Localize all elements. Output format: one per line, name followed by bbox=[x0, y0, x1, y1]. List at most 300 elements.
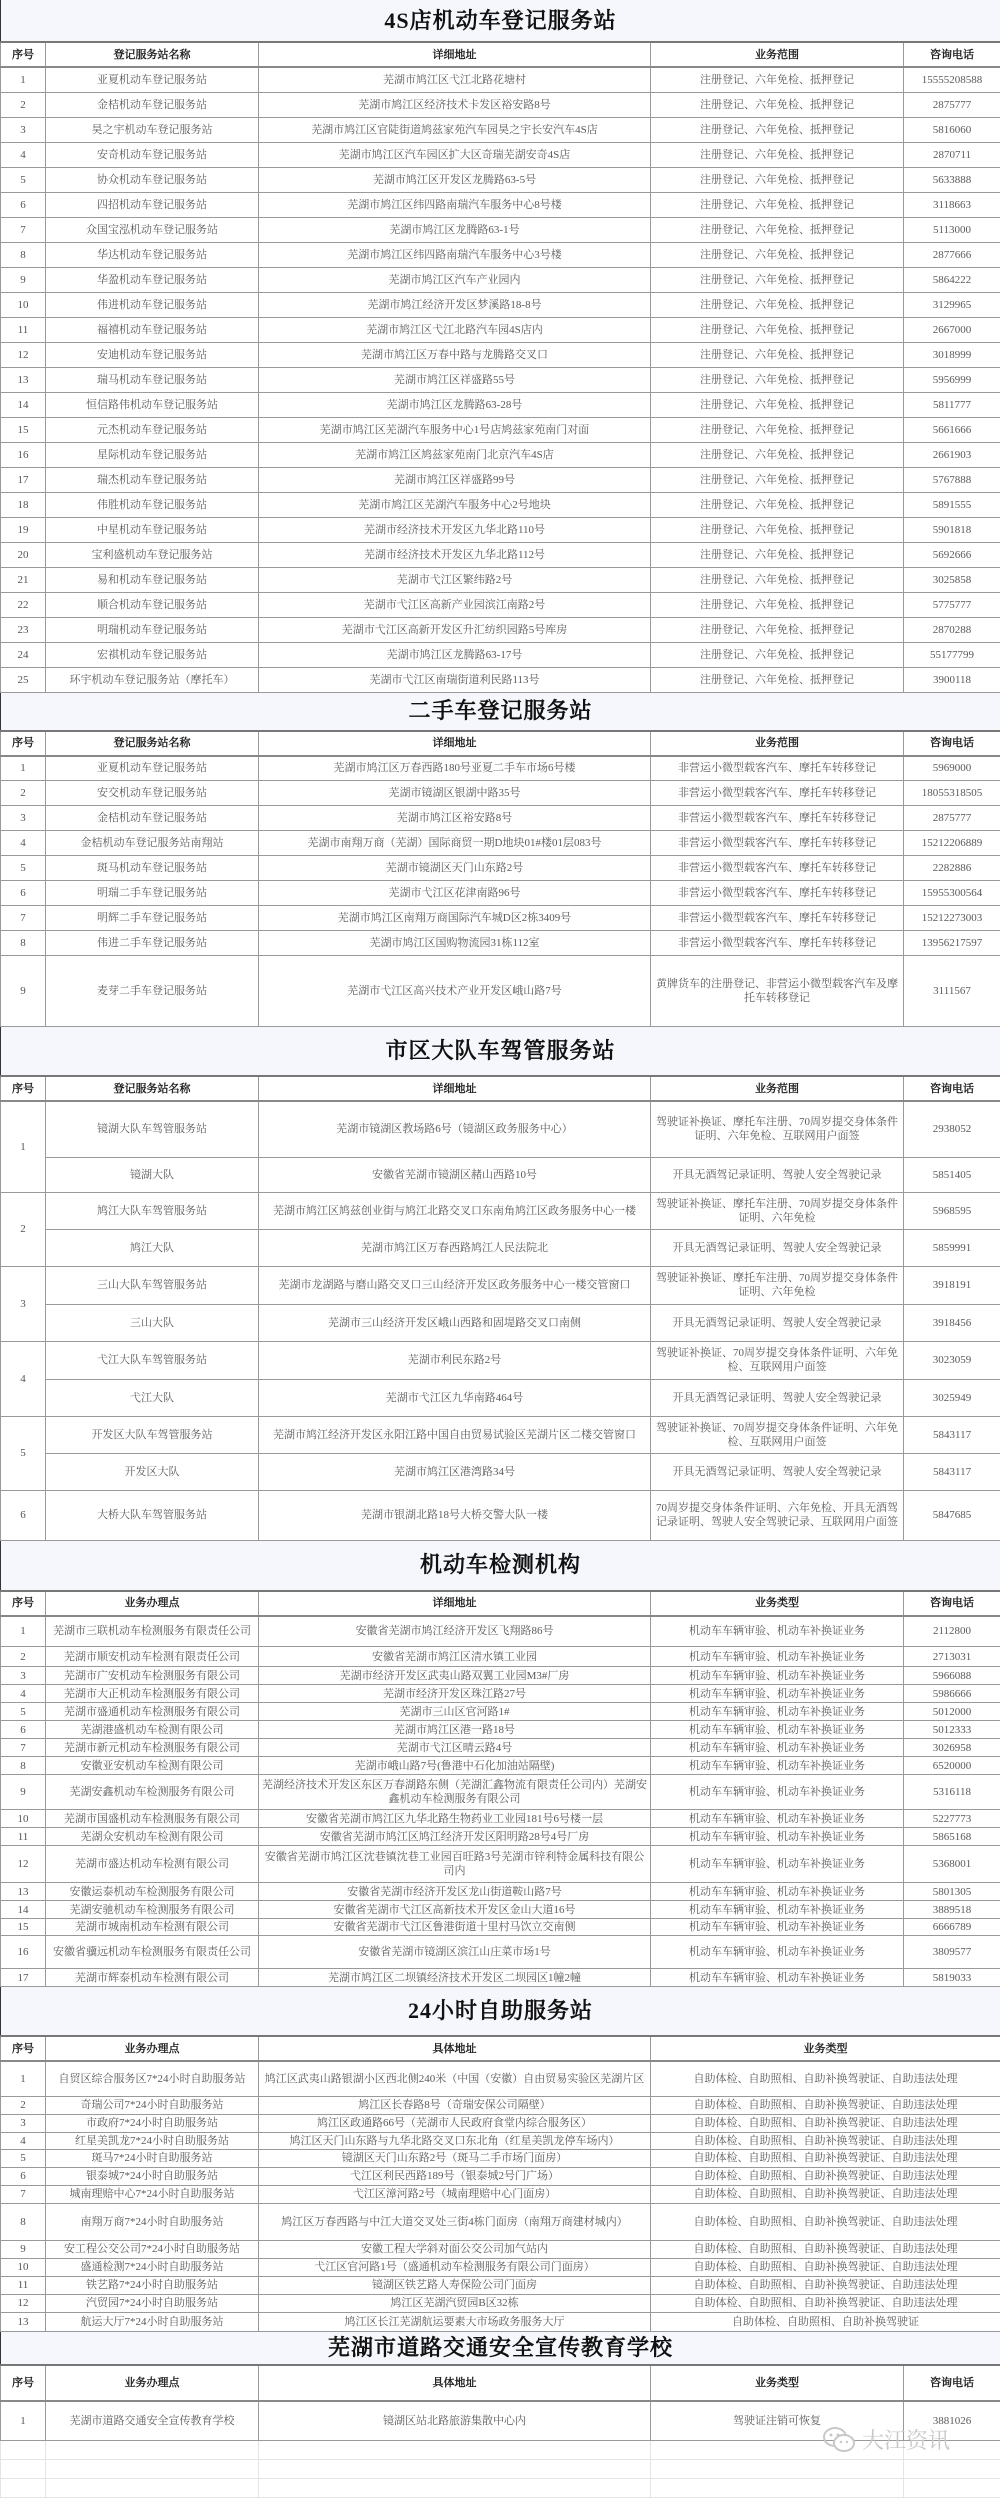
address: 芜湖市鸠江区祥盛路55号 bbox=[259, 367, 651, 392]
row-number: 1 bbox=[1, 756, 46, 781]
station-name: 芜湖市城南机动车检测有限公司 bbox=[46, 1919, 259, 1936]
station-name: 众国宝泓机动车登记服务站 bbox=[46, 217, 259, 242]
station-name: 金桔机动车登记服务站 bbox=[46, 92, 259, 117]
address: 芜湖市鸠江区国购物流园31栋112室 bbox=[259, 931, 651, 956]
table-row bbox=[1, 317, 1000, 342]
service-scope: 注册登记、六年免检、抵押登记 bbox=[651, 292, 904, 317]
address: 芜湖市鸠江区港一路18号 bbox=[259, 1721, 651, 1739]
address: 芜湖市弋江区花津南路96号 bbox=[259, 881, 651, 906]
phone: 15555208588 bbox=[904, 67, 1000, 92]
table-row bbox=[1, 67, 1000, 92]
station-name: 斑马7*24小时自助服务站 bbox=[46, 2149, 259, 2167]
station-name: 南翔万商7*24小时自助服务站 bbox=[46, 2203, 259, 2240]
station-name: 芜湖市盛达机动车检测有限公司 bbox=[46, 1846, 259, 1883]
station-name: 华达机动车登记服务站 bbox=[46, 242, 259, 267]
empty-cell bbox=[904, 2479, 1000, 2498]
station-name: 明辉二手车登记服务站 bbox=[46, 906, 259, 931]
service-scope: 注册登记、六年免检、抵押登记 bbox=[651, 242, 904, 267]
row-number: 10 bbox=[1, 292, 46, 317]
service-scope: 自助体检、自助照相、自助补换驾驶证、自助违法处理 bbox=[651, 2240, 1000, 2258]
column-header: 序号 bbox=[1, 42, 46, 67]
station-name: 大桥大队车驾管服务站 bbox=[46, 1490, 259, 1540]
column-header: 咨询电话 bbox=[904, 1591, 1000, 1616]
table-row bbox=[1, 1739, 1000, 1757]
row-number: 2 bbox=[1, 1192, 46, 1266]
column-header: 序号 bbox=[1, 1076, 46, 1101]
address: 安徽省芜湖市鸠江经济开发区飞翔路86号 bbox=[259, 1616, 651, 1647]
table-row bbox=[1, 1229, 1000, 1266]
phone: 3111567 bbox=[904, 956, 1000, 1027]
table-row bbox=[1, 617, 1000, 642]
address: 芜湖市鸠江区龙腾路63-17号 bbox=[259, 642, 651, 667]
section-title: 24小时自助服务站 bbox=[1, 1987, 1000, 2036]
address: 芜湖市鸠江区纬四路南瑞汽车服务中心8号楼 bbox=[259, 192, 651, 217]
service-scope: 机动车车辆审验、机动车补换证业务 bbox=[651, 1901, 904, 1919]
station-name: 福禧机动车登记服务站 bbox=[46, 317, 259, 342]
phone: 5891555 bbox=[904, 492, 1000, 517]
station-name: 昊之宇机动车登记服务站 bbox=[46, 117, 259, 142]
section-title: 市区大队车驾管服务站 bbox=[1, 1027, 1000, 1076]
phone: 6666789 bbox=[904, 1919, 1000, 1936]
address: 镜湖区铁艺路人寿保险公司门面房 bbox=[259, 2276, 651, 2294]
station-name: 安工程公交公司7*24小时自助服务站 bbox=[46, 2240, 259, 2258]
station-name: 安奇机动车登记服务站 bbox=[46, 142, 259, 167]
service-scope: 自助体检、自助照相、自助补换驾驶证、自助违法处理 bbox=[651, 2132, 1000, 2149]
row-number: 8 bbox=[1, 931, 46, 956]
phone: 5816060 bbox=[904, 117, 1000, 142]
phone: 6520000 bbox=[904, 1757, 1000, 1775]
row-number: 4 bbox=[1, 831, 46, 856]
station-name: 弋江大队 bbox=[46, 1379, 259, 1416]
station-name: 芜湖安驰机动车检测服务有限公司 bbox=[46, 1901, 259, 1919]
service-scope: 开具无酒驾记录证明、驾驶人安全驾驶记录 bbox=[651, 1453, 904, 1490]
table-row bbox=[1, 2167, 1000, 2185]
service-scope: 机动车车辆审验、机动车补换证业务 bbox=[651, 1721, 904, 1739]
phone: 15955300564 bbox=[904, 881, 1000, 906]
station-name: 镜湖大队 bbox=[46, 1157, 259, 1192]
address: 安徽省芜湖市鸠江区鸠江经济开发区阳明路28号4号厂房 bbox=[259, 1828, 651, 1846]
row-number: 13 bbox=[1, 2312, 46, 2331]
service-scope: 机动车车辆审验、机动车补换证业务 bbox=[651, 1846, 904, 1883]
table-row bbox=[1, 1936, 1000, 1969]
station-name: 金桔机动车登记服务站 bbox=[46, 806, 259, 831]
table-row bbox=[1, 242, 1000, 267]
table-row bbox=[1, 2203, 1000, 2240]
address: 芜湖市镜湖区银湖中路35号 bbox=[259, 781, 651, 806]
service-scope: 机动车车辆审验、机动车补换证业务 bbox=[651, 1775, 904, 1810]
service-scope: 注册登记、六年免检、抵押登记 bbox=[651, 267, 904, 292]
row-number: 5 bbox=[1, 856, 46, 881]
table-row bbox=[1, 1757, 1000, 1775]
station-name: 弋江大队车驾管服务站 bbox=[46, 1341, 259, 1379]
phone: 5633888 bbox=[904, 167, 1000, 192]
address: 安徽省芜湖市镜湖区滨江山庄菜市场1号 bbox=[259, 1936, 651, 1969]
phone: 2112800 bbox=[904, 1616, 1000, 1647]
phone: 3025949 bbox=[904, 1379, 1000, 1416]
row-number: 9 bbox=[1, 1775, 46, 1810]
table-row bbox=[1, 167, 1000, 192]
row-number: 2 bbox=[1, 1647, 46, 1667]
service-scope: 注册登记、六年免检、抵押登记 bbox=[651, 667, 904, 692]
address: 芜湖市鸠江区龙腾路63-28号 bbox=[259, 392, 651, 417]
section-title: 二手车登记服务站 bbox=[1, 693, 1000, 731]
service-scope: 注册登记、六年免检、抵押登记 bbox=[651, 317, 904, 342]
service-scope: 驾驶证补换证、70周岁提交身体条件证明、六年免检、互联网用户面签 bbox=[651, 1341, 904, 1379]
row-number: 9 bbox=[1, 956, 46, 1027]
service-scope: 机动车车辆审验、机动车补换证业务 bbox=[651, 1667, 904, 1685]
station-name: 安徽运泰机动车检测服务有限公司 bbox=[46, 1883, 259, 1901]
phone: 5843117 bbox=[904, 1453, 1000, 1490]
address: 芜湖市鸠江区芜湖汽车服务中心1号店鸠兹家苑南门对面 bbox=[259, 417, 651, 442]
row-number: 3 bbox=[1, 1266, 46, 1341]
phone: 5864222 bbox=[904, 267, 1000, 292]
row-number: 15 bbox=[1, 417, 46, 442]
address: 鸠江区芜湖汽贸园B区32栋 bbox=[259, 2294, 651, 2312]
service-scope: 注册登记、六年免检、抵押登记 bbox=[651, 92, 904, 117]
column-header: 详细地址 bbox=[259, 1591, 651, 1616]
address: 芜湖市三山区官河路1# bbox=[259, 1703, 651, 1721]
table-row bbox=[1, 2096, 1000, 2114]
row-number: 12 bbox=[1, 1846, 46, 1883]
table-row bbox=[1, 856, 1000, 881]
phone: 5865168 bbox=[904, 1828, 1000, 1846]
station-name: 安迪机动车登记服务站 bbox=[46, 342, 259, 367]
service-scope: 自助体检、自助照相、自助补换驾驶证、自助违法处理 bbox=[651, 2061, 1000, 2096]
station-name: 鸠江大队 bbox=[46, 1229, 259, 1266]
address: 芜湖市镜湖区天门山东路2号 bbox=[259, 856, 651, 881]
service-scope: 自助体检、自助照相、自助补换驾驶证、自助违法处理 bbox=[651, 2149, 1000, 2167]
phone: 15212273003 bbox=[904, 906, 1000, 931]
row-number: 4 bbox=[1, 1341, 46, 1416]
row-number: 16 bbox=[1, 1936, 46, 1969]
empty-cell bbox=[46, 2479, 259, 2498]
table-row bbox=[1, 92, 1000, 117]
station-name: 元杰机动车登记服务站 bbox=[46, 417, 259, 442]
station-name: 芜湖港盛机动车检测有限公司 bbox=[46, 1721, 259, 1739]
table-row bbox=[1, 2132, 1000, 2149]
table-row bbox=[1, 1616, 1000, 1647]
row-number: 11 bbox=[1, 2276, 46, 2294]
row-number: 21 bbox=[1, 567, 46, 592]
table-row bbox=[1, 592, 1000, 617]
column-header: 详细地址 bbox=[259, 731, 651, 756]
empty-cell bbox=[259, 2460, 651, 2479]
address: 芜湖市鸠江区芜湖汽车服务中心2号地块 bbox=[259, 492, 651, 517]
phone: 5843117 bbox=[904, 1416, 1000, 1453]
service-scope: 注册登记、六年免检、抵押登记 bbox=[651, 492, 904, 517]
phone: 2870711 bbox=[904, 142, 1000, 167]
address: 弋江区漳河路2号（城南理赔中心门面房） bbox=[259, 2185, 651, 2203]
row-number: 1 bbox=[1, 2401, 46, 2441]
service-scope: 注册登记、六年免检、抵押登记 bbox=[651, 117, 904, 142]
table-row bbox=[1, 881, 1000, 906]
column-header: 详细地址 bbox=[259, 42, 651, 67]
station-name: 芜湖众安机动车检测有限公司 bbox=[46, 1828, 259, 1846]
table-row bbox=[1, 1490, 1000, 1540]
table-row bbox=[1, 1453, 1000, 1490]
row-number: 6 bbox=[1, 2167, 46, 2185]
service-scope: 开具无酒驾记录证明、驾驶人安全驾驶记录 bbox=[651, 1157, 904, 1192]
phone: 2877666 bbox=[904, 242, 1000, 267]
station-name: 安徽亚安机动车检测有限公司 bbox=[46, 1757, 259, 1775]
table-row bbox=[1, 831, 1000, 856]
station-name: 汽贸园7*24小时自助服务站 bbox=[46, 2294, 259, 2312]
row-number: 1 bbox=[1, 67, 46, 92]
row-number: 6 bbox=[1, 1721, 46, 1739]
address: 芜湖市鸠江区弋江北路花塘村 bbox=[259, 67, 651, 92]
address: 芜湖市镜湖区教场路6号（镜湖区政务服务中心） bbox=[259, 1101, 651, 1157]
table-row bbox=[1, 117, 1000, 142]
column-header: 具体地址 bbox=[259, 2036, 651, 2061]
watermark bbox=[822, 2424, 950, 2455]
column-header: 业务办理点 bbox=[46, 2036, 259, 2061]
district-license-service-table bbox=[0, 1027, 1000, 1541]
table-row bbox=[1, 467, 1000, 492]
address: 安徽省芜湖市弋江区高新技术开发区金山大道16号 bbox=[259, 1901, 651, 1919]
address: 鸠江区政通路66号（芜湖市人民政府食堂内综合服务区） bbox=[259, 2114, 651, 2132]
station-name: 明瑞机动车登记服务站 bbox=[46, 617, 259, 642]
column-header: 业务类型 bbox=[651, 1591, 904, 1616]
station-name: 芜湖市盛通机动车检测服务有限公司 bbox=[46, 1703, 259, 1721]
station-name: 镜湖大队车驾管服务站 bbox=[46, 1101, 259, 1157]
service-scope: 注册登记、六年免检、抵押登记 bbox=[651, 67, 904, 92]
row-number: 17 bbox=[1, 467, 46, 492]
station-name: 芜湖市广安机动车检测服务有限公司 bbox=[46, 1667, 259, 1685]
row-number: 8 bbox=[1, 242, 46, 267]
column-header: 业务范围 bbox=[651, 42, 904, 67]
row-number: 17 bbox=[1, 1969, 46, 1987]
station-name: 安徽省骥远机动车检测服务有限责任公司 bbox=[46, 1936, 259, 1969]
row-number: 18 bbox=[1, 492, 46, 517]
service-scope: 注册登记、六年免检、抵押登记 bbox=[651, 192, 904, 217]
phone: 5968595 bbox=[904, 1192, 1000, 1229]
phone: 5767888 bbox=[904, 467, 1000, 492]
column-header: 序号 bbox=[1, 2036, 46, 2061]
service-scope: 机动车车辆审验、机动车补换证业务 bbox=[651, 1757, 904, 1775]
watermark-text: 大江资讯 bbox=[862, 2424, 950, 2455]
address: 鸠江区万春西路与中江大道交叉处三街4栋门面房（南翔万商建材城内） bbox=[259, 2203, 651, 2240]
table-row bbox=[1, 1379, 1000, 1416]
station-name: 伟进二手车登记服务站 bbox=[46, 931, 259, 956]
column-header: 业务办理点 bbox=[46, 2365, 259, 2401]
station-name: 环宇机动车登记服务站（摩托车） bbox=[46, 667, 259, 692]
phone: 55177799 bbox=[904, 642, 1000, 667]
address: 鸠江区天门山东路与九华北路交叉口东北角（红星美凯龙停车场内） bbox=[259, 2132, 651, 2149]
address: 芜湖市鸠江区二坝镇经济技术开发区二坝园区1幢2幢 bbox=[259, 1969, 651, 1987]
empty-cell bbox=[651, 2479, 904, 2498]
phone: 5801305 bbox=[904, 1883, 1000, 1901]
row-number: 5 bbox=[1, 1416, 46, 1490]
column-header: 业务办理点 bbox=[46, 1591, 259, 1616]
station-name: 明瑞二手车登记服务站 bbox=[46, 881, 259, 906]
empty-cell bbox=[259, 2441, 651, 2460]
table-row bbox=[1, 2061, 1000, 2096]
address: 芜湖市弋江区高兴技术产业开发区峨山路7号 bbox=[259, 956, 651, 1027]
service-scope: 注册登记、六年免检、抵押登记 bbox=[651, 542, 904, 567]
address: 芜湖市弋江区南瑞街道利民路113号 bbox=[259, 667, 651, 692]
service-scope: 自助体检、自助照相、自助补换驾驶证、自助违法处理 bbox=[651, 2185, 1000, 2203]
phone: 18055318505 bbox=[904, 781, 1000, 806]
4s-registration-table bbox=[0, 0, 1000, 693]
table-row bbox=[1, 567, 1000, 592]
column-header: 咨询电话 bbox=[904, 1076, 1000, 1101]
row-number: 7 bbox=[1, 1739, 46, 1757]
self-service-24h-table bbox=[0, 1987, 1000, 2332]
station-name: 斑马机动车登记服务站 bbox=[46, 856, 259, 881]
service-scope: 开具无酒驾记录证明、驾驶人安全驾驶记录 bbox=[651, 1379, 904, 1416]
station-name: 芜湖市大正机动车检测服务有限公司 bbox=[46, 1685, 259, 1703]
station-name: 鸠江大队车驾管服务站 bbox=[46, 1192, 259, 1229]
table-row bbox=[1, 956, 1000, 1027]
service-scope: 驾驶证注销可恢复 bbox=[651, 2401, 904, 2441]
table-row bbox=[1, 417, 1000, 442]
address: 芜湖市鸠江区龙腾路63-1号 bbox=[259, 217, 651, 242]
table-row bbox=[1, 2185, 1000, 2203]
phone: 5692666 bbox=[904, 542, 1000, 567]
row-number: 4 bbox=[1, 2132, 46, 2149]
service-scope: 非营运小微型载客汽车、摩托车转移登记 bbox=[651, 831, 904, 856]
row-number: 1 bbox=[1, 2061, 46, 2096]
phone: 5316118 bbox=[904, 1775, 1000, 1810]
table-row bbox=[1, 267, 1000, 292]
phone: 5966088 bbox=[904, 1667, 1000, 1685]
station-name: 开发区大队 bbox=[46, 1453, 259, 1490]
address: 芜湖市鸠江区弋江北路汽车园4S店内 bbox=[259, 317, 651, 342]
table-row bbox=[1, 1416, 1000, 1453]
phone: 3809577 bbox=[904, 1936, 1000, 1969]
phone: 5012333 bbox=[904, 1721, 1000, 1739]
phone: 5368001 bbox=[904, 1846, 1000, 1883]
row-number: 7 bbox=[1, 2185, 46, 2203]
phone: 3918191 bbox=[904, 1266, 1000, 1304]
phone: 3018999 bbox=[904, 342, 1000, 367]
service-scope: 自助体检、自助照相、自助补换驾驶证 bbox=[651, 2312, 1000, 2331]
phone: 5661666 bbox=[904, 417, 1000, 442]
column-header: 登记服务站名称 bbox=[46, 42, 259, 67]
service-scope: 机动车车辆审验、机动车补换证业务 bbox=[651, 1647, 904, 1667]
table-row bbox=[1, 2114, 1000, 2132]
address: 芜湖市鸠江区祥盛路99号 bbox=[259, 467, 651, 492]
station-name: 易和机动车登记服务站 bbox=[46, 567, 259, 592]
table-row bbox=[1, 1667, 1000, 1685]
station-name: 宝利盛机动车登记服务站 bbox=[46, 542, 259, 567]
service-scope: 机动车车辆审验、机动车补换证业务 bbox=[651, 1828, 904, 1846]
service-scope: 自助体检、自助照相、自助补换驾驶证、自助违法处理 bbox=[651, 2167, 1000, 2185]
service-scope: 机动车车辆审验、机动车补换证业务 bbox=[651, 1703, 904, 1721]
service-scope: 注册登记、六年免检、抵押登记 bbox=[651, 342, 904, 367]
service-scope: 注册登记、六年免检、抵押登记 bbox=[651, 392, 904, 417]
address: 芜湖市鸠江区裕安路8号 bbox=[259, 806, 651, 831]
row-number: 4 bbox=[1, 142, 46, 167]
phone: 5986666 bbox=[904, 1685, 1000, 1703]
address: 鸠江区武夷山路银湖小区西北侧240米（中国（安徽）自由贸易实验区芜湖片区 bbox=[259, 2061, 651, 2096]
address: 安徽省芜湖市镜湖区赭山西路10号 bbox=[259, 1157, 651, 1192]
address: 芜湖市银湖北路18号大桥交警大队一楼 bbox=[259, 1490, 651, 1540]
row-number: 3 bbox=[1, 117, 46, 142]
address: 安徽省芜湖市鸠江区沈巷镇沈巷工业园百旺路3号芜湖市锌利特金属科技有限公司内 bbox=[259, 1846, 651, 1883]
station-name: 红星美凯龙7*24小时自助服务站 bbox=[46, 2132, 259, 2149]
address: 安徽工程大学斜对面公交公司加气站内 bbox=[259, 2240, 651, 2258]
address: 芜湖市鸠江区鸠兹创业街与鸠江北路交叉口东南角鸠江区政务服务中心一楼 bbox=[259, 1192, 651, 1229]
row-number: 9 bbox=[1, 267, 46, 292]
station-name: 瑞杰机动车登记服务站 bbox=[46, 467, 259, 492]
service-scope: 机动车车辆审验、机动车补换证业务 bbox=[651, 1739, 904, 1757]
table-row bbox=[1, 1192, 1000, 1229]
phone: 2870288 bbox=[904, 617, 1000, 642]
address: 芜湖市鸠江经济开发区永阳江路中国自由贸易试验区芜湖片区二楼交管窗口 bbox=[259, 1416, 651, 1453]
phone: 5847685 bbox=[904, 1490, 1000, 1540]
address: 芜湖市利民东路2号 bbox=[259, 1341, 651, 1379]
column-header: 业务类型 bbox=[651, 2365, 904, 2401]
row-number: 12 bbox=[1, 2294, 46, 2312]
table-row bbox=[1, 192, 1000, 217]
phone: 5775777 bbox=[904, 592, 1000, 617]
column-header: 登记服务站名称 bbox=[46, 731, 259, 756]
service-scope: 驾驶证补换证、摩托车注册、70周岁提交身体条件证明、六年免检、互联网用户面签 bbox=[651, 1101, 904, 1157]
station-name: 瑞马机动车登记服务站 bbox=[46, 367, 259, 392]
column-header: 咨询电话 bbox=[904, 2365, 1000, 2401]
phone: 2938052 bbox=[904, 1101, 1000, 1157]
phone: 5859991 bbox=[904, 1229, 1000, 1266]
station-name: 三山大队车驾管服务站 bbox=[46, 1266, 259, 1304]
station-name: 城南理赔中心7*24小时自助服务站 bbox=[46, 2185, 259, 2203]
service-scope: 非营运小微型载客汽车、摩托车转移登记 bbox=[651, 931, 904, 956]
column-header: 咨询电话 bbox=[904, 42, 1000, 67]
phone: 15212206889 bbox=[904, 831, 1000, 856]
phone: 3129965 bbox=[904, 292, 1000, 317]
phone: 13956217597 bbox=[904, 931, 1000, 956]
empty-cell bbox=[904, 2460, 1000, 2479]
phone: 3881026 bbox=[904, 2401, 1000, 2441]
address: 弋江区官河路1号（盛通机动车检测服务有限公司门面房） bbox=[259, 2258, 651, 2276]
phone: 3918456 bbox=[904, 1304, 1000, 1341]
address: 芜湖市鸠江经济开发区梦溪路18-8号 bbox=[259, 292, 651, 317]
row-number: 13 bbox=[1, 367, 46, 392]
service-scope: 注册登记、六年免检、抵押登记 bbox=[651, 642, 904, 667]
phone: 3900118 bbox=[904, 667, 1000, 692]
station-name: 航运大厅7*24小时自助服务站 bbox=[46, 2312, 259, 2331]
service-scope: 机动车车辆审验、机动车补换证业务 bbox=[651, 1616, 904, 1647]
empty-cell bbox=[1, 2479, 46, 2498]
phone: 5227773 bbox=[904, 1810, 1000, 1828]
address: 芜湖市鸠江区汽车产业园内 bbox=[259, 267, 651, 292]
station-name: 亚夏机动车登记服务站 bbox=[46, 756, 259, 781]
phone: 5811777 bbox=[904, 392, 1000, 417]
service-scope: 注册登记、六年免检、抵押登记 bbox=[651, 467, 904, 492]
empty-cell bbox=[1, 2441, 46, 2460]
address: 芜湖经济技术开发区东区万春湖路东侧（芜湖汇鑫物流有限责任公司内）芜湖安鑫机动车检测服务有限公司 bbox=[259, 1775, 651, 1810]
row-number: 2 bbox=[1, 781, 46, 806]
table-row bbox=[1, 2294, 1000, 2312]
address: 鸠江区长江芜湖航运要素大市场政务服务大厅 bbox=[259, 2312, 651, 2331]
table-row bbox=[1, 442, 1000, 467]
table-row bbox=[1, 2258, 1000, 2276]
row-number: 10 bbox=[1, 2258, 46, 2276]
table-row bbox=[1, 542, 1000, 567]
phone: 2875777 bbox=[904, 806, 1000, 831]
empty-cell bbox=[46, 2460, 259, 2479]
address: 芜湖市峨山路7号(鲁港中石化加油站隔壁) bbox=[259, 1757, 651, 1775]
address: 芜湖市鸠江区万春西路鸠江人民法院北 bbox=[259, 1229, 651, 1266]
row-number: 6 bbox=[1, 1490, 46, 1540]
service-scope: 机动车车辆审验、机动车补换证业务 bbox=[651, 1883, 904, 1901]
table-row bbox=[1, 906, 1000, 931]
table-row bbox=[1, 1721, 1000, 1739]
service-scope: 注册登记、六年免检、抵押登记 bbox=[651, 367, 904, 392]
service-scope: 驾驶证补换证、70周岁提交身体条件证明、六年免检、互联网用户面签 bbox=[651, 1416, 904, 1453]
station-name: 顺合机动车登记服务站 bbox=[46, 592, 259, 617]
address: 芜湖市经济开发区武夷山路双翼工业园M3#厂房 bbox=[259, 1667, 651, 1685]
